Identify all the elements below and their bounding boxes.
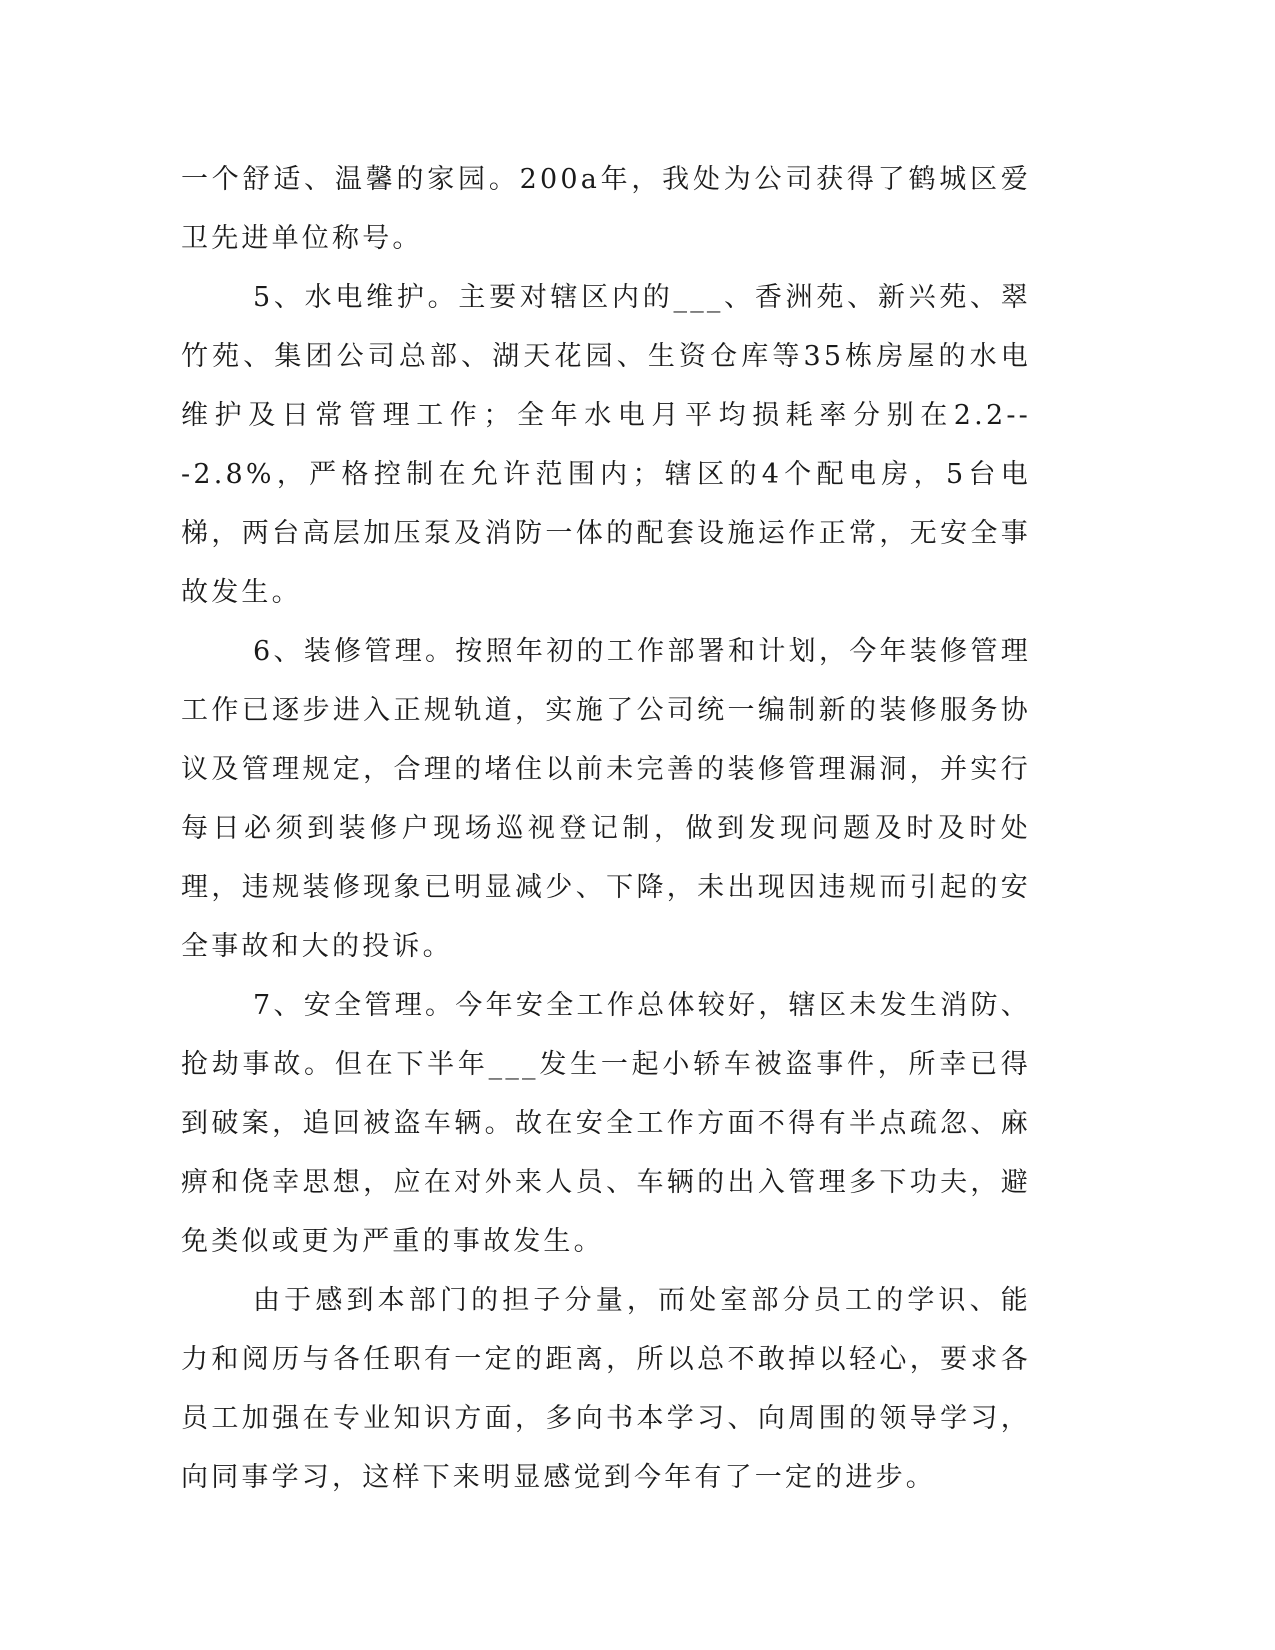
document-page bbox=[181, 150, 1031, 1507]
paragraph-4: 7、安全管理。今年安全工作总体较好，辖区未发生消防、抢劫事故。但在下半年___发生一起小轿车被盗事件，所幸已得到破案，追回被盗车辆。故在安全工作方面不得有半点疏忽、麻痹和侥幸思想，应在对外来人员、车辆的出入管理多下功夫，避免类似或更为严重的事故发生。 bbox=[181, 990, 1031, 1257]
paragraph-1: 一个舒适、温馨的家园。200a年，我处为公司获得了鹤城区爱卫先进单位称号。 bbox=[181, 164, 1031, 254]
paragraph-3: 6、装修管理。按照年初的工作部署和计划，今年装修管理工作已逐步进入正规轨道，实施了公司统一编制新的装修服务协议及管理规定，合理的堵住以前未完善的装修管理漏洞，并实行每日必须到装修户现场巡视登记制，做到发现问题及时及时处理，违规装修现象已明显减少、下降，未出现因违规而引起的安全事故和大的投诉。 bbox=[181, 636, 1031, 962]
paragraph-2: 5、水电维护。主要对辖区内的___、香洲苑、新兴苑、翠竹苑、集团公司总部、湖天花园、生资仓库等35栋房屋的水电维护及日常管理工作；全年水电月平均损耗率分别在2.2---2.8%，严格控制在允许范围内；辖区的4个配电房，5台电梯，两台高层加压泵及消防一体的配套设施运作正常，无安全事故发生。 bbox=[181, 282, 1031, 608]
paragraph-5: 由于感到本部门的担子分量，而处室部分员工的学识、能力和阅历与各任职有一定的距离，所以总不敢掉以轻心，要求各员工加强在专业知识方面，多向书本学习、向周围的领导学习，向同事学习，这样下来明显感觉到今年有了一定的进步。 bbox=[181, 1285, 1031, 1493]
